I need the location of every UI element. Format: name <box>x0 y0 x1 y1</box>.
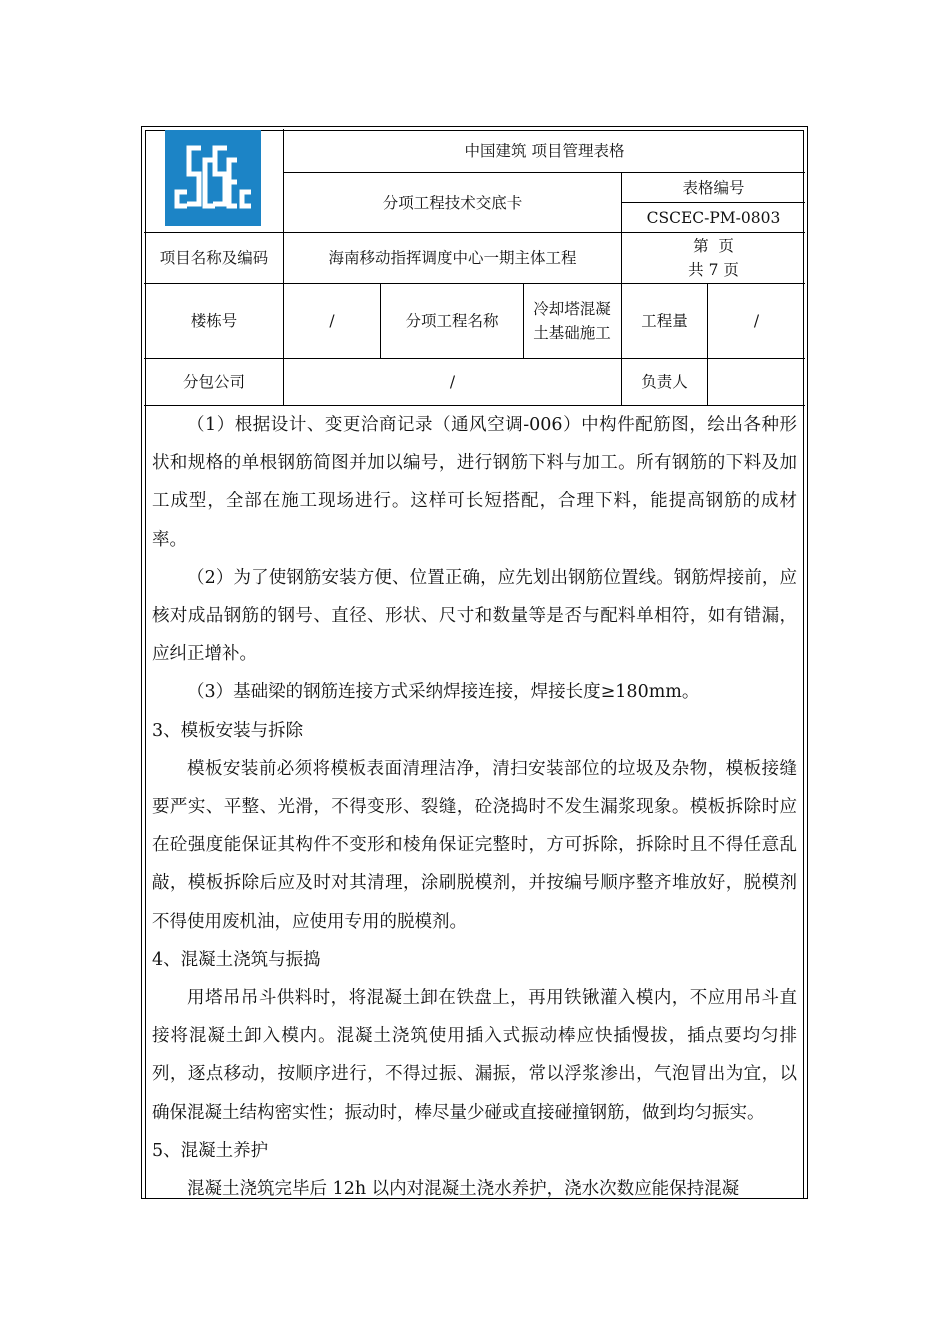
quantity-label: 工程量 <box>641 312 688 330</box>
project-label: 项目名称及编码 <box>159 249 269 267</box>
section-heading: 5、混凝土养护 <box>152 1140 269 1161</box>
paragraph: 模板安装前必须将模板表面清理洁净，清扫安装部位的垃圾及杂物，模板接缝要严实、平整、光滑，不得变形、裂缝，砼浇捣时不发生漏浆现象。模板拆除时应在砼强度能保证其构件不变形和棱角保证完整时，方可拆除，拆除时且不得任意乱敲，模板拆除后应及时对其清理，涂刷脱模剂，并按编号顺序整齐堆放好，脱模剂不得使用废机油，应使用专用的脱模剂。 <box>152 758 797 932</box>
form-number-value: CSCEC-PM-0803 <box>646 208 781 227</box>
paragraph: （1）根据设计、变更洽商记录（通风空调-006）中构件配筋图，绘出各种形状和规格的单根钢筋简图并加以编号，进行钢筋下料与加工。所有钢筋的下料及加工成型，全部在施工现场进行。这样可长短搭配，合理下料，能提高钢筋的成材率。 <box>152 415 797 550</box>
subcontractor-value: / <box>449 373 456 391</box>
form-number-label: 表格编号 <box>682 178 745 197</box>
company-title: 中国建筑 项目管理表格 <box>464 142 625 160</box>
paragraph: 混凝土浇筑完毕后 12h 以内对混凝土浇水养护，浇水次数应能保持混凝 <box>187 1179 740 1200</box>
section-heading: 3、模板安装与拆除 <box>152 720 304 741</box>
subproject-label: 分项工程名称 <box>405 312 499 330</box>
responsible-label: 负责人 <box>641 373 688 391</box>
form-name: 分项工程技术交底卡 <box>382 193 523 212</box>
content-area <box>141 126 808 1199</box>
technical-content <box>152 406 797 1208</box>
page-current: 第 页 <box>693 237 734 255</box>
paragraph: 用塔吊吊斗供料时，将混凝土卸在铁盘上，再用铁锹灌入模内，不应用吊斗直接将混凝土卸入模内。混凝土浇筑使用插入式振动棒应快插慢拔，插点要均匀排列，逐点移动，按顺序进行，不得过振、漏振，常以浮浆渗出，气泡冒出为宜，以确保混凝土结构密实性；振动时，棒尽量少碰或直接碰撞钢筋，做到均匀振实。 <box>152 988 797 1123</box>
project-value: 海南移动指挥调度中心一期主体工程 <box>328 249 577 267</box>
subproject-value: 冷却塔混凝土基础施工 <box>533 300 611 342</box>
paragraph: （2）为了使钢筋安装方便、位置正确，应先划出钢筋位置线。钢筋焊接前，应核对成品钢筋的钢号、直径、形状、尺寸和数量等是否与配料单相符，如有错漏，应纠正增补。 <box>152 567 797 665</box>
subcontractor-label: 分包公司 <box>182 373 245 391</box>
section-heading: 4、混凝土浇筑与振捣 <box>152 949 321 970</box>
page-total: 共 7 页 <box>688 261 739 279</box>
building-label: 楼栋号 <box>190 312 238 330</box>
paragraph: （3）基础梁的钢筋连接方式采纳焊接连接，焊接长度≥180mm。 <box>187 682 700 703</box>
quantity-value: / <box>753 312 760 330</box>
building-value: / <box>329 312 335 330</box>
